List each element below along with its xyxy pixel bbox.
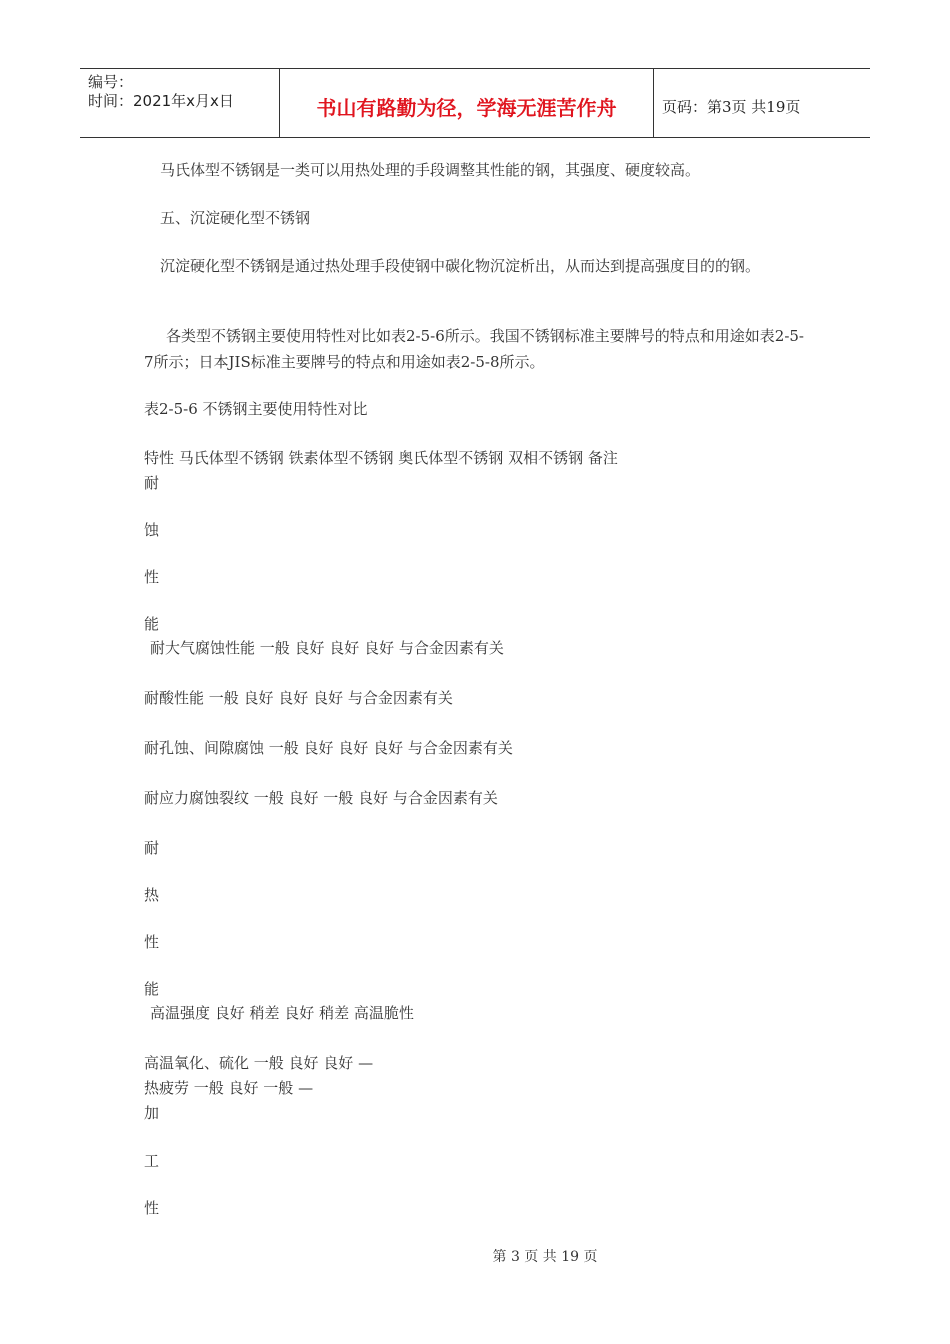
header-left-cell — [80, 69, 280, 137]
page-footer: 第 3 页 共 19 页 — [492, 1249, 598, 1265]
group-char: 热 — [144, 886, 160, 904]
group-char: 性 — [144, 568, 160, 586]
group-char: 蚀 — [144, 521, 160, 539]
table-row: 耐大气腐蚀性能 一般 良好 良好 良好 与合金因素有关 — [150, 639, 504, 657]
paragraph-precipitation: 沉淀硬化型不锈钢是通过热处理手段使钢中碳化物沉淀析出，从而达到提高强度目的的钢。 — [160, 257, 761, 275]
header-motto: 书山有路勤为径，学海无涯苦作舟 — [280, 69, 654, 137]
group-char: 性 — [144, 1199, 160, 1217]
table-row: 高温强度 良好 稍差 良好 稍差 高温脆性 — [150, 1004, 414, 1022]
group-char: 能 — [144, 980, 160, 998]
group-char: 加 — [144, 1104, 160, 1122]
paragraph-martensitic: 马氏体型不锈钢是一类可以用热处理的手段调整其性能的钢，其强度、硬度较高。 — [160, 161, 701, 179]
group-char: 能 — [144, 615, 160, 633]
header-page-label: 页码：第3页 共19页 — [662, 97, 801, 116]
document-time-label: 时间：2021年x月x日 — [88, 92, 234, 110]
paragraph-table-reference: 各类型不锈钢主要使用特性对比如表2-5-6所示。我国不锈钢标准主要牌号的特点和用途如表2-5-7所示；日本JIS标准主要牌号的特点和用途如表2-5-8所示。 — [144, 327, 804, 371]
document-number-label: 编号： — [88, 73, 134, 91]
table-title: 表2-5-6 不锈钢主要使用特性对比 — [144, 400, 368, 418]
table-header-row: 特性 马氏体型不锈钢 铁素体型不锈钢 奥氏体型不锈钢 双相不锈钢 备注 — [144, 449, 618, 467]
table-row: 热疲劳 一般 良好 一般 — — [144, 1079, 314, 1097]
group-char: 工 — [144, 1152, 160, 1170]
group-char: 性 — [144, 933, 160, 951]
group-char: 耐 — [144, 474, 160, 492]
table-row: 耐孔蚀、间隙腐蚀 一般 良好 良好 良好 与合金因素有关 — [144, 739, 513, 757]
section-heading-precipitation: 五、沉淀硬化型不锈钢 — [160, 209, 311, 227]
table-row: 高温氧化、硫化 一般 良好 良好 — — [144, 1054, 374, 1072]
page-header — [80, 68, 870, 138]
table-row: 耐酸性能 一般 良好 良好 良好 与合金因素有关 — [144, 689, 453, 707]
table-row: 耐应力腐蚀裂纹 一般 良好 一般 良好 与合金因素有关 — [144, 789, 498, 807]
group-char: 耐 — [144, 839, 160, 857]
